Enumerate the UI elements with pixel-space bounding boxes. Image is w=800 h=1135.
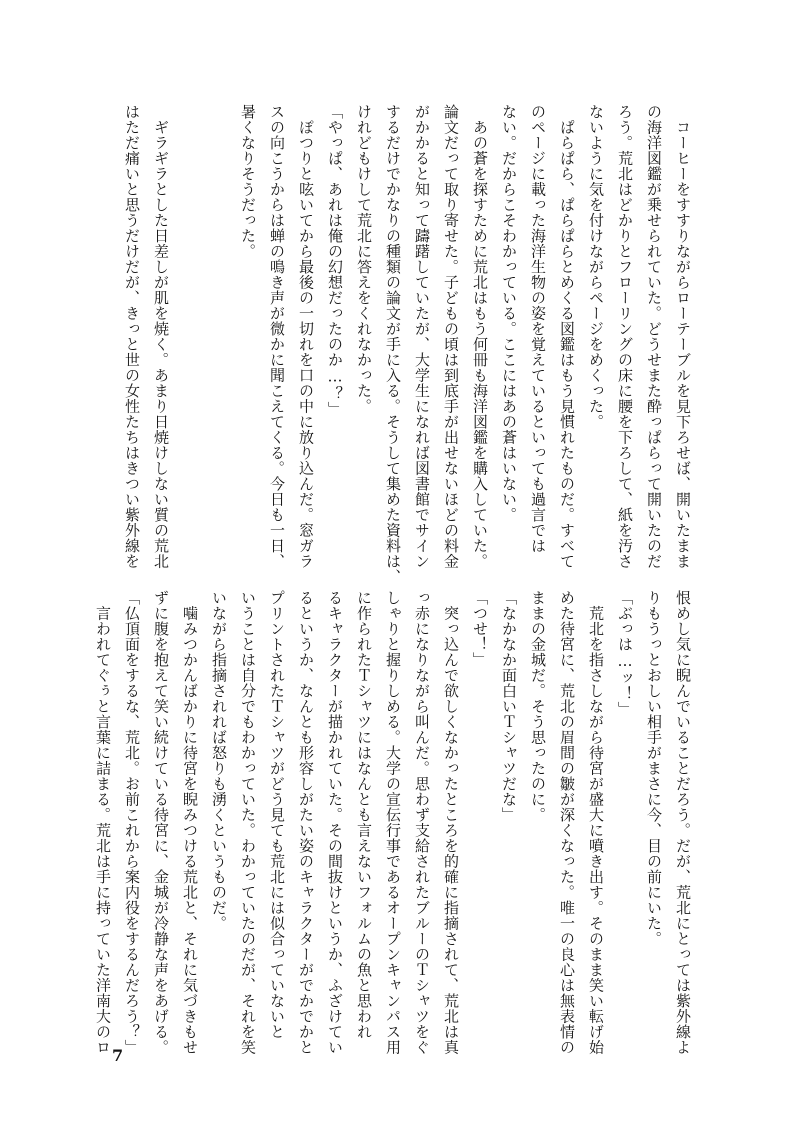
text-line bbox=[175, 104, 204, 548]
text-line: コーヒーをすすりながらローテーブルを見下ろせば、開いたまま bbox=[674, 104, 692, 569]
upper-text-block bbox=[97, 104, 697, 585]
text-line: 暑くなりそうだった。 bbox=[239, 104, 257, 259]
text-line: りもうっとおしい相手がまさに今、目の前にいた。 bbox=[645, 590, 663, 947]
text-line: ろう。荒北はどかりとフローリングの床に腰を下ろして、紙を汚さ bbox=[616, 104, 634, 569]
text-line: 「ぶっは…ッ！」 bbox=[616, 590, 634, 717]
text-line: 噛みつかんばかりに待宮を睨みつける荒北と、それに気づきもせ bbox=[181, 590, 199, 1055]
text-line: のページに載った海洋生物の姿を覚えているといっても過言では bbox=[529, 104, 547, 554]
text-line: けれどもけして荒北に答えをくれなかった。 bbox=[355, 104, 373, 414]
text-line: に作られたＴシャツにはなんとも言えないフォルムの魚と思われ bbox=[355, 590, 373, 1040]
text-line: るというか、なんとも形容しがたい姿のキャラクターがでかでかと bbox=[297, 590, 315, 1055]
text-line: ままの金城だ。そう思ったのに。 bbox=[529, 590, 547, 823]
text-line: ないように気を付けながらページをめくった。 bbox=[587, 104, 605, 430]
text-line: めた待宮に、荒北の眉間の皺が深くなった。唯一の良心は無表情の bbox=[558, 590, 576, 1055]
text-line: 「やっぱ、あれは俺の幻想だったのか…？」 bbox=[326, 104, 344, 417]
text-line: 言われてぐぅと言葉に詰まる。荒北は手に持っていた洋南大のロ bbox=[94, 590, 112, 1055]
text-line: ぽつりと呟いてから最後の一切れを口の中に放り込んだ。窓ガラ bbox=[297, 104, 315, 569]
text-line: っ赤になりながら叫んだ。思わず支給されたブルーのＴシャツをぐ bbox=[413, 590, 431, 1055]
text-line: 「なかなか面白いＴシャツだな」 bbox=[500, 590, 518, 823]
text-line: ずに腹を抱えて笑い続けている待宮に、金城が冷静な声をあげる。 bbox=[152, 590, 170, 1055]
text-line: ぱらぱら、ぱらぱらとめくる図鑑はもう見慣れたものだ。すべて bbox=[558, 104, 576, 569]
text-line: 荒北を指さしながら待宮が盛大に噴き出す。そのまま笑い転げ始 bbox=[587, 590, 605, 1055]
text-line: 「つせ！」 bbox=[471, 590, 489, 668]
text-line: の海洋図鑑が乗せられていた。どうせまた酔っぱらって開いたのだ bbox=[645, 104, 663, 569]
text-line: がかかると知って躊躇していたが、大学生になれば図書館でサイン bbox=[413, 104, 431, 569]
text-line: スの向こうからは蝉の鳴き声が微かに聞こえてくる。今日も一日、 bbox=[268, 104, 286, 569]
text-line bbox=[204, 104, 233, 548]
lower-text-block bbox=[94, 590, 697, 1055]
text-line: はただ痛いと思うだけだが、きっと世の女性たちはきつい紫外線を bbox=[123, 104, 141, 569]
text-line: るキャラクターが描かれていた。その間抜けというか、ふざけてい bbox=[326, 590, 344, 1055]
text-line: 恨めし気に睨んでいることだろう。だが、荒北にとっては紫外線よ bbox=[674, 590, 692, 1055]
text-line: するだけでかなりの種類の論文が手に入る。そうして集めた資料は、 bbox=[384, 104, 402, 585]
text-line: いながら指摘されれば怒りも湧くというものだ。 bbox=[210, 590, 228, 931]
page-number: 7 bbox=[112, 1046, 124, 1065]
text-line: 「仏頂面をするな、荒北。お前これから案内役をするんだろう？」 bbox=[123, 590, 141, 1055]
text-line: ギラギラとした日差しが肌を焼く。あまり日焼けしない質の荒北 bbox=[152, 104, 170, 569]
text-line: ない。だからこそわかっている。ここにはあの蒼はいない。 bbox=[500, 104, 518, 523]
text-line: いうことは自分でもわかっていた。わかっていたのだが、それを笑 bbox=[239, 590, 257, 1055]
text-line: プリントされたＴシャツがどう見ても荒北には似合っていないと bbox=[268, 590, 286, 1040]
text-line: 論文だって取り寄せた。子どもの頃は到底手が出せないほどの料金 bbox=[442, 104, 460, 569]
text-line: 突っ込んで欲しくなかったところを的確に指摘されて、荒北は真 bbox=[442, 590, 460, 1055]
text-line: しゃりと握りしめる。大学の宣伝行事であるオープンキャンパス用 bbox=[384, 590, 402, 1055]
text-line: あの蒼を探すために荒北はもう何冊も海洋図鑑を購入していた。 bbox=[471, 104, 489, 569]
